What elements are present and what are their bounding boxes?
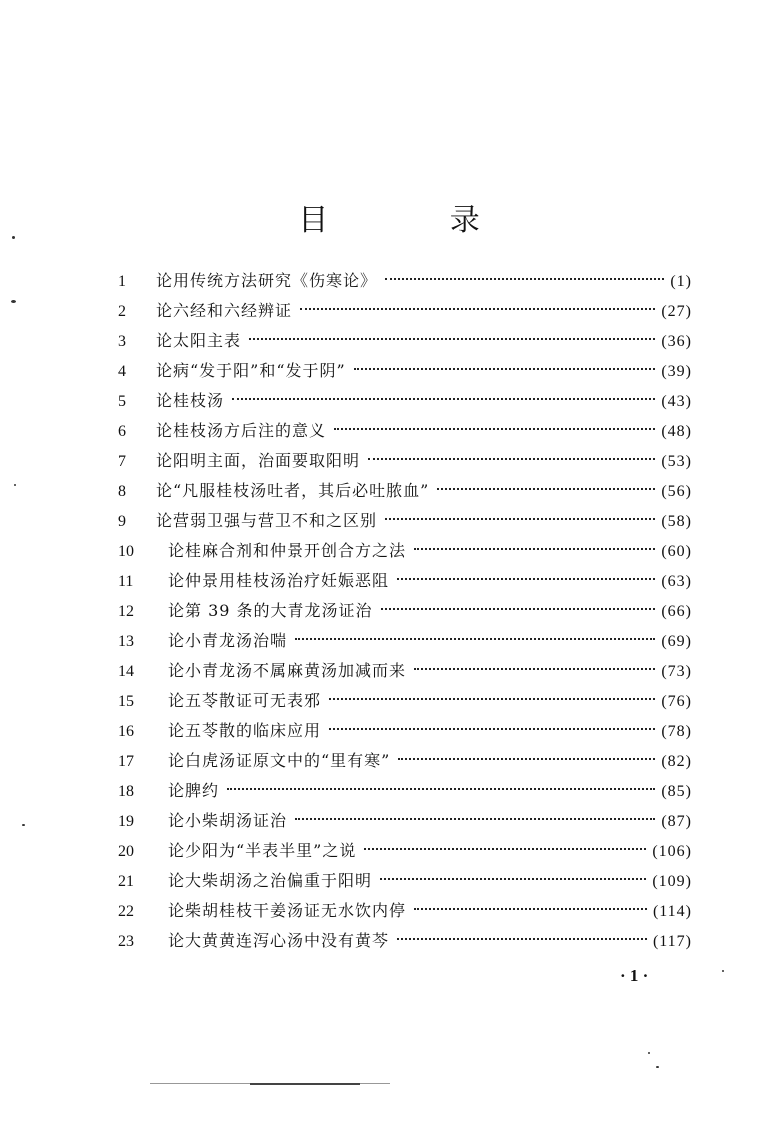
toc-entry-page: (117) bbox=[652, 933, 692, 950]
toc-entry-number: 18 bbox=[118, 783, 134, 800]
dot-leader bbox=[364, 848, 646, 850]
toc-entry-title: 论“凡服桂枝汤吐者，其后必吐脓血” bbox=[156, 481, 430, 500]
dot-leader bbox=[437, 488, 655, 490]
dot-leader bbox=[381, 608, 656, 610]
dot-leader bbox=[295, 638, 655, 640]
toc-entry-title: 论用传统方法研究《伤寒论》 bbox=[156, 271, 378, 290]
dot-leader bbox=[354, 368, 656, 370]
toc-entry-title: 论桂枝汤方后注的意义 bbox=[156, 421, 327, 440]
dot-leader bbox=[368, 458, 655, 460]
toc-entry bbox=[118, 836, 692, 866]
toc-entry bbox=[118, 266, 692, 296]
toc-entry-title: 论桂麻合剂和仲景开创合方之法 bbox=[168, 541, 407, 560]
toc-entry-title: 论脾约 bbox=[168, 781, 220, 800]
toc-entry bbox=[118, 416, 692, 446]
dot-leader bbox=[414, 908, 647, 910]
toc-entry-page: (63) bbox=[661, 573, 692, 590]
toc-entry-page: (27) bbox=[661, 303, 692, 320]
toc-entry-number: 17 bbox=[118, 753, 134, 770]
toc-entry-title: 论五苓散的临床应用 bbox=[168, 721, 322, 740]
toc-entry-number: 2 bbox=[118, 303, 126, 320]
toc-entry bbox=[118, 506, 692, 536]
toc-entry-page: (58) bbox=[661, 513, 692, 530]
toc-entry-title: 论少阳为“半表半里”之说 bbox=[168, 841, 357, 860]
toc-entry-title: 论阳明主面，治面要取阳明 bbox=[156, 451, 361, 470]
toc-entry-title: 论营弱卫强与营卫不和之区别 bbox=[156, 511, 378, 530]
toc-entry bbox=[118, 806, 692, 836]
toc-entry-title: 论柴胡桂枝干姜汤证无水饮内停 bbox=[168, 901, 407, 920]
toc-entry bbox=[118, 626, 692, 656]
toc-entry-number: 1 bbox=[118, 273, 126, 290]
toc-entry bbox=[118, 446, 692, 476]
dot-leader bbox=[414, 668, 655, 670]
page-number: · 1 · bbox=[620, 966, 649, 985]
toc-entry-title: 论六经和六经辨证 bbox=[156, 301, 293, 320]
toc-entry-number: 14 bbox=[118, 663, 134, 680]
scan-speck bbox=[11, 300, 16, 303]
toc-entry-number: 19 bbox=[118, 813, 134, 830]
toc-entry-number: 5 bbox=[118, 393, 126, 410]
toc-entry bbox=[118, 326, 692, 356]
toc-entry-page: (106) bbox=[652, 843, 692, 860]
toc-entry-title: 论五苓散证可无表邪 bbox=[168, 691, 322, 710]
toc-entry-number: 21 bbox=[118, 873, 134, 890]
toc-entry-page: (36) bbox=[661, 333, 692, 350]
toc-entry-title: 论仲景用桂枝汤治疗妊娠恶阻 bbox=[168, 571, 390, 590]
scan-speck bbox=[648, 1052, 650, 1054]
dot-leader bbox=[385, 278, 664, 280]
toc-entry-title: 论第 39 条的大青龙汤证治 bbox=[168, 601, 373, 620]
toc-entry-number: 22 bbox=[118, 903, 134, 920]
dot-leader bbox=[334, 428, 655, 430]
dot-leader bbox=[414, 548, 655, 550]
toc-entry bbox=[118, 716, 692, 746]
toc-entry bbox=[118, 686, 692, 716]
dot-leader bbox=[397, 938, 647, 940]
scan-speck bbox=[22, 824, 25, 826]
dot-leader bbox=[398, 758, 655, 760]
dot-leader bbox=[329, 728, 655, 730]
toc-entry-page: (60) bbox=[661, 543, 692, 560]
dot-leader bbox=[295, 818, 655, 820]
toc-entry-number: 23 bbox=[118, 933, 134, 950]
toc-entry bbox=[118, 386, 692, 416]
toc-entry-page: (78) bbox=[661, 723, 692, 740]
dot-leader bbox=[329, 698, 655, 700]
toc-entry bbox=[118, 656, 692, 686]
scan-speck bbox=[722, 970, 724, 972]
toc-entry bbox=[118, 536, 692, 566]
toc-entry bbox=[118, 476, 692, 506]
toc-entry-number: 15 bbox=[118, 693, 134, 710]
toc-entry bbox=[118, 776, 692, 806]
toc-entry-number: 13 bbox=[118, 633, 134, 650]
toc-entry-page: (114) bbox=[652, 903, 692, 920]
toc-entry-number: 4 bbox=[118, 363, 126, 380]
toc-entry bbox=[118, 746, 692, 776]
toc-entry-page: (66) bbox=[661, 603, 692, 620]
toc-entry-page: (69) bbox=[661, 633, 692, 650]
toc-entry-page: (76) bbox=[661, 693, 692, 710]
toc-entry-title: 论小青龙汤治喘 bbox=[168, 631, 288, 650]
toc-entry-number: 9 bbox=[118, 513, 126, 530]
toc-entry-page: (39) bbox=[661, 363, 692, 380]
toc-entry-page: (1) bbox=[670, 273, 692, 290]
toc-entry bbox=[118, 566, 692, 596]
toc-entry-number: 16 bbox=[118, 723, 134, 740]
toc-entry-title: 论太阳主表 bbox=[156, 331, 242, 350]
toc-entry-number: 3 bbox=[118, 333, 126, 350]
toc-entry-title: 论白虎汤证原文中的“里有寒” bbox=[168, 751, 391, 770]
toc-entry-page: (53) bbox=[661, 453, 692, 470]
toc-entry-title: 论大柴胡汤之治偏重于阳明 bbox=[168, 871, 373, 890]
toc-entry-number: 11 bbox=[118, 573, 134, 590]
dot-leader bbox=[227, 788, 655, 790]
toc-entry-page: (109) bbox=[652, 873, 692, 890]
toc-entry bbox=[118, 896, 692, 926]
page-title: 目 录 bbox=[298, 203, 536, 238]
dot-leader bbox=[397, 578, 655, 580]
toc-entry-title: 论桂枝汤 bbox=[156, 391, 225, 410]
toc-entry bbox=[118, 356, 692, 386]
scan-speck bbox=[14, 484, 16, 486]
toc-entry-title: 论大黄黄连泻心汤中没有黄芩 bbox=[168, 931, 390, 950]
toc-entry-page: (43) bbox=[661, 393, 692, 410]
dot-leader bbox=[385, 518, 655, 520]
toc-entry bbox=[118, 596, 692, 626]
dot-leader bbox=[300, 308, 655, 310]
toc-entry bbox=[118, 926, 692, 956]
toc-entry-title: 论小青龙汤不属麻黄汤加减而来 bbox=[168, 661, 407, 680]
scan-speck bbox=[12, 236, 15, 239]
toc-entry-title: 论小柴胡汤证治 bbox=[168, 811, 288, 830]
toc-entry-number: 20 bbox=[118, 843, 134, 860]
toc-entry-number: 7 bbox=[118, 453, 126, 470]
toc-entry-page: (48) bbox=[661, 423, 692, 440]
toc-entry bbox=[118, 866, 692, 896]
toc-entry-title: 论病“发于阳”和“发于阴” bbox=[156, 361, 346, 380]
dot-leader bbox=[249, 338, 655, 340]
toc-entry-number: 10 bbox=[118, 543, 134, 560]
toc-entry bbox=[118, 296, 692, 326]
toc-entry-page: (87) bbox=[661, 813, 692, 830]
toc-entry-page: (82) bbox=[661, 753, 692, 770]
dot-leader bbox=[232, 398, 655, 400]
toc-entry-number: 8 bbox=[118, 483, 126, 500]
scan-speck bbox=[656, 1066, 659, 1068]
dot-leader bbox=[380, 878, 646, 880]
toc-entry-number: 12 bbox=[118, 603, 134, 620]
toc-entry-page: (73) bbox=[661, 663, 692, 680]
toc-entry-page: (85) bbox=[661, 783, 692, 800]
table-of-contents bbox=[118, 266, 692, 956]
toc-entry-page: (56) bbox=[661, 483, 692, 500]
scan-line bbox=[250, 1083, 360, 1085]
toc-entry-number: 6 bbox=[118, 423, 126, 440]
